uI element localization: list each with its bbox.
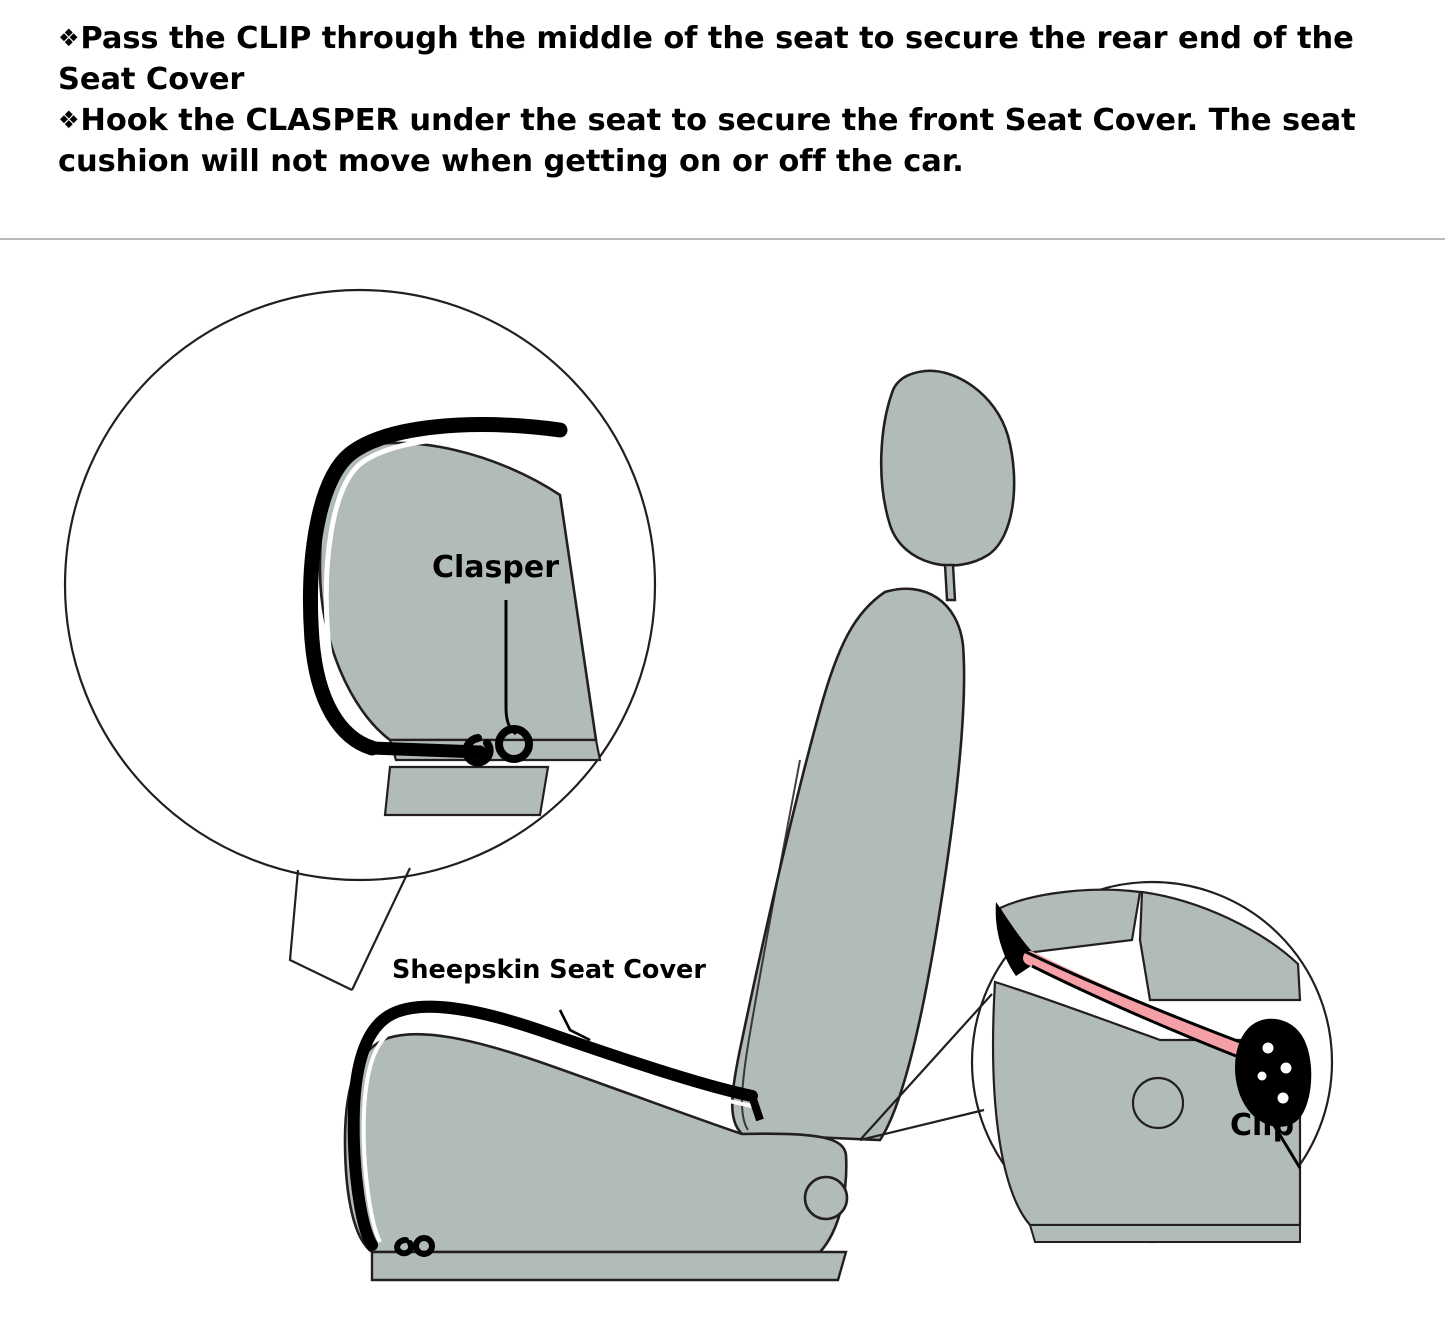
bullet-diamond-icon-2: ❖ <box>58 106 80 134</box>
instruction-text-2: Hook the CLASPER under the seat to secure the front Seat Cover. The seat cushion will not move when getting on or off the car. <box>58 103 1367 179</box>
clip-base-zoom <box>1030 1225 1300 1242</box>
seat-back <box>732 589 964 1140</box>
clip-hole-4 <box>1278 1093 1289 1104</box>
seat-base <box>372 1252 846 1280</box>
instruction-line-2 <box>58 100 1405 182</box>
label-clasper: Clasper <box>432 550 560 585</box>
instruction-text-1: Pass the CLIP through the middle of the seat to secure the rear end of the Seat Cover <box>58 21 1365 97</box>
clasper-floor-zoom <box>385 767 548 815</box>
label-clip: Clip <box>1230 1108 1295 1143</box>
clip-hole-1 <box>1263 1043 1274 1054</box>
clasper-callout <box>65 290 655 990</box>
clip-hole-3 <box>1258 1072 1267 1081</box>
headrest <box>881 371 1014 566</box>
seat-cover-diagram <box>0 240 1445 1318</box>
label-sheepskin-seat-cover: Sheepskin Seat Cover <box>392 955 706 985</box>
bullet-diamond-icon: ❖ <box>58 24 80 52</box>
clasper-callout-tail <box>290 870 352 990</box>
diagram-svg <box>0 240 1445 1318</box>
headrest-post <box>945 565 955 600</box>
recliner-knob <box>805 1177 847 1219</box>
clip-recliner-knob-zoom <box>1133 1078 1183 1128</box>
instructions-panel <box>0 0 1445 240</box>
instruction-line-1 <box>58 18 1405 100</box>
clip-hole-2 <box>1281 1063 1292 1074</box>
